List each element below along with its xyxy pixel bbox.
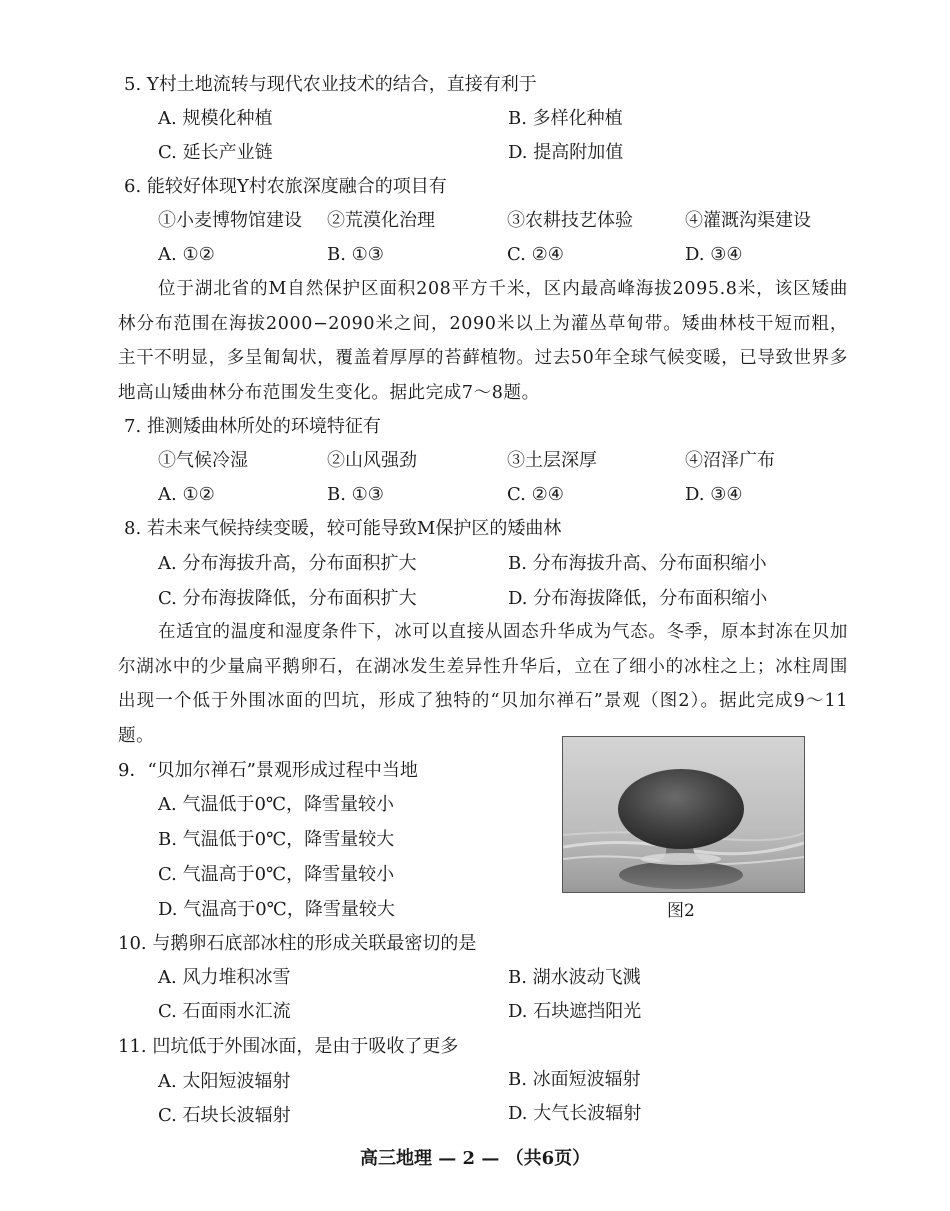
- passage-7-8: [118, 272, 848, 411]
- q11-stem: 11. 凹坑低于外围冰面，是由于吸收了更多: [118, 1036, 459, 1057]
- passage-7-8-text: 位于湖北省的M自然保护区面积208平方千米，区内最高峰海拔2095.8米，该区矮曲林分布范围在海拔2000−2090米之间，2090米以上为灌丛草甸带。矮曲林枝干短而粗，主干不明显，多呈匍匐状，覆盖着厚厚的苔藓植物。过去50年全球气候变暖，已导致世界多地高山矮曲林分布范围发生变化。据此完成7～8题。: [118, 279, 848, 404]
- q6-option-d: D. ③④: [685, 244, 743, 265]
- q7-option-b: B. ①③: [327, 484, 384, 505]
- q9-stem: 9．“贝加尔禅石”景观形成过程中当地: [118, 760, 418, 781]
- q7-stem: 7. 推测矮曲林所处的环境特征有: [124, 416, 381, 437]
- q7-item-4: ④沼泽广布: [685, 450, 775, 471]
- q6-option-b: B. ①③: [327, 244, 384, 265]
- q8-option-a: A. 分布海拔升高，分布面积扩大: [158, 553, 417, 574]
- figure-2-caption: 图2: [667, 901, 695, 921]
- q11-option-a: A. 太阳短波辐射: [158, 1071, 291, 1092]
- q9-option-a: A. 气温低于0℃，降雪量较小: [158, 794, 395, 815]
- figure-2-photo: [562, 736, 805, 893]
- q8-option-c: C. 分布海拔降低，分布面积扩大: [158, 588, 417, 609]
- q11-option-b: B. 冰面短波辐射: [508, 1069, 641, 1090]
- q6-option-a: A. ①②: [158, 244, 215, 265]
- q8-option-b: B. 分布海拔升高、分布面积缩小: [508, 553, 767, 574]
- q9-option-d: D. 气温高于0℃，降雪量较大: [158, 899, 395, 920]
- q7-option-c: C. ②④: [507, 484, 564, 505]
- q6-item-1: ①小麦博物馆建设: [158, 210, 302, 231]
- passage-9-11: [118, 615, 848, 754]
- q5-option-c: C. 延长产业链: [158, 142, 273, 163]
- q5-option-d: D. 提高附加值: [508, 142, 624, 163]
- q6-item-3: ③农耕技艺体验: [507, 210, 633, 231]
- q10-option-c: C. 石面雨水汇流: [158, 1001, 291, 1022]
- q10-option-a: A. 风力堆积冰雪: [158, 967, 291, 988]
- q6-item-2: ②荒漠化治理: [327, 210, 435, 231]
- q6-option-c: C. ②④: [507, 244, 564, 265]
- q5-stem: 5. Y村土地流转与现代农业技术的结合，直接有利于: [124, 74, 537, 95]
- q7-option-d: D. ③④: [685, 484, 743, 505]
- q11-option-d: D. 大气长波辐射: [508, 1103, 642, 1124]
- q10-stem: 10. 与鹅卵石底部冰柱的形成关联最密切的是: [118, 933, 477, 954]
- page-footer: 高三地理 — 2 — （共6页）: [360, 1148, 591, 1169]
- q7-item-1: ①气候冷湿: [158, 450, 248, 471]
- q10-option-b: B. 湖水波动飞溅: [508, 967, 641, 988]
- q6-item-4: ④灌溉沟渠建设: [685, 210, 811, 231]
- q10-option-d: D. 石块遮挡阳光: [508, 1001, 642, 1022]
- q5-option-a: A. 规模化种植: [158, 108, 273, 129]
- zen-stone-image: [563, 737, 804, 892]
- q9-option-c: C. 气温高于0℃，降雪量较小: [158, 864, 395, 885]
- q11-option-c: C. 石块长波辐射: [158, 1105, 291, 1126]
- passage-9-11-text: 在适宜的温度和湿度条件下，冰可以直接从固态升华成为气态。冬季，原本封冻在贝加尔湖冰中的少量扁平鹅卵石，在湖冰发生差异性升华后，立在了细小的冰柱之上；冰柱周围出现一个低于外围冰面的凹坑，形成了独特的“贝加尔禅石”景观（图2）。据此完成9～11题。: [118, 622, 848, 747]
- q7-item-3: ③土层深厚: [507, 450, 597, 471]
- q6-stem: 6. 能较好体现Y村农旅深度融合的项目有: [124, 176, 447, 197]
- q5-option-b: B. 多样化种植: [508, 108, 623, 129]
- q8-option-d: D. 分布海拔降低，分布面积缩小: [508, 588, 768, 609]
- q8-stem: 8. 若未来气候持续变暖，较可能导致M保护区的矮曲林: [124, 518, 562, 539]
- q7-item-2: ②山风强劲: [327, 450, 417, 471]
- q7-option-a: A. ①②: [158, 484, 215, 505]
- q9-option-b: B. 气温低于0℃，降雪量较大: [158, 829, 395, 850]
